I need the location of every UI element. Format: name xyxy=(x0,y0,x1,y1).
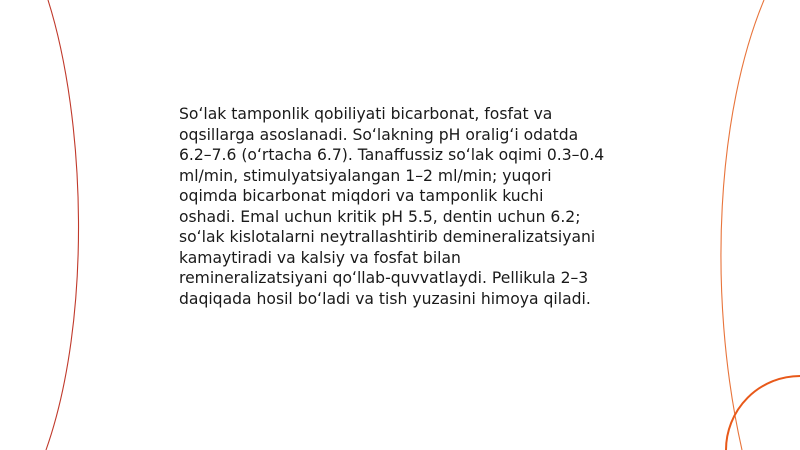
right-decorative-arc xyxy=(721,0,764,450)
slide-body-paragraph: Soʻlak tamponlik qobiliyati bicarbonat, fosfat va oqsillarga asoslanadi. Soʻlakning pH oraligʻi odatda 6.2–7.6 (oʻrtacha 6.7). Tanaffussiz soʻlak oqimi 0.3–0.4 ml/min, stimulyatsiyalangan 1–2 ml/min; yuqori oqimda bicarbonat miqdori va tamponlik kuchi oshadi. Emal uchun kritik pH 5.5, dentin uchun 6.2; soʻlak kislotalarni neytrallashtirib demineralizatsiyani kamaytiradi va kalsiy va fosfat bilan remineralizatsiyani qoʻllab-quvvatlaydi. Pellikula 2–3 daqiqada hosil boʻladi va tish yuzasini himoya qiladi. xyxy=(179,105,605,308)
bottom-right-decorative-circle xyxy=(726,376,800,450)
left-decorative-arc xyxy=(46,0,79,450)
